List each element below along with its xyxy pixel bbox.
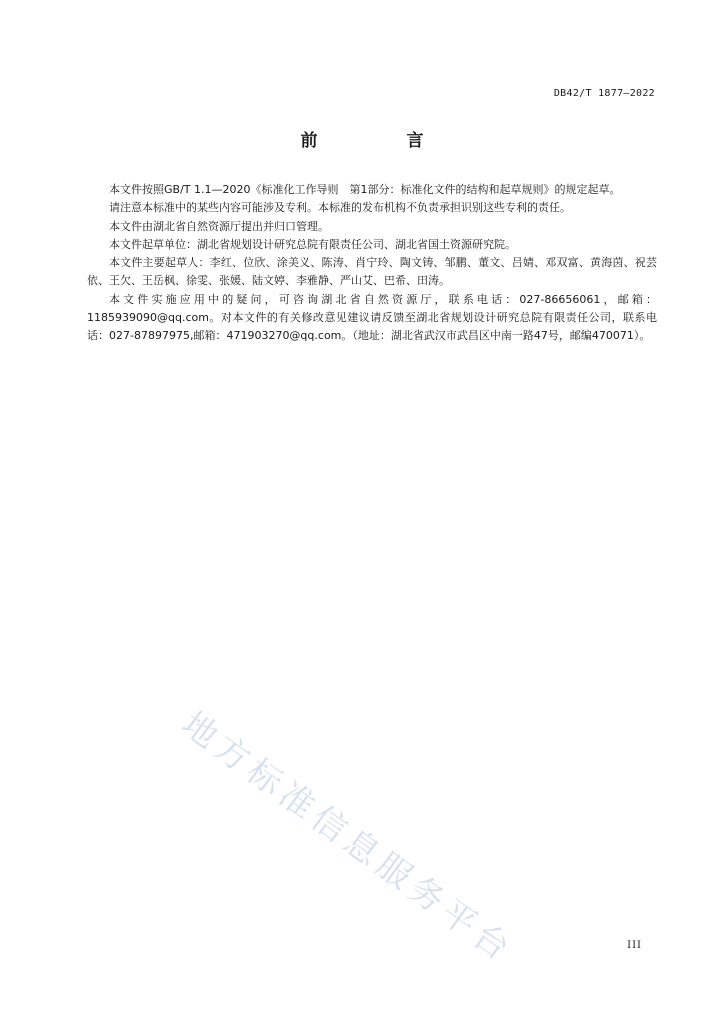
- paragraph-contact-info: 本文件实施应用中的疑问，可咨询湖北省自然资源厅，联系电话：027-86656061，邮箱：1185939090@qq.com。对本文件的有关修改意见建议请反馈至湖北省规划设计研究总院有限责任公司，联系电话：027-87897975,邮箱：471903270@qq.com。（地址：湖北省武汉市武昌区中南一路47号，邮编470071）。: [87, 292, 657, 343]
- document-code: DB42/T 1877—2022: [553, 88, 655, 99]
- page-title: 前 言: [300, 131, 460, 151]
- watermark: 地方标准信息服务平台: [174, 704, 522, 972]
- paragraph-drafting-units: 本文件起草单位：湖北省规划设计研究总院有限责任公司、湖北省国土资源研究院。: [109, 237, 516, 251]
- paragraph-proposer: 本文件由湖北省自然资源厅提出并归口管理。: [109, 219, 329, 233]
- paragraph-drafters: 本文件主要起草人：李红、位欣、涂美义、陈涛、肖宁玲、陶文铸、邹鹏、董文、吕婧、邓双富、黄海茵、祝芸依、王欠、王岳枫、徐雯、张媛、陆文婷、李雅静、严山艾、巴希、田涛。: [87, 256, 657, 288]
- paragraph-patent-notice: 请注意本标准中的某些内容可能涉及专利。本标准的发布机构不负责承担识别这些专利的责任。: [109, 201, 571, 215]
- foreword-body: [87, 181, 657, 346]
- page-number: III: [627, 940, 642, 951]
- paragraph-drafting-rules: 本文件按照GB/T 1.1—2020《标准化工作导则 第1部分：标准化文件的结构和起草规则》的规定起草。: [109, 183, 621, 196]
